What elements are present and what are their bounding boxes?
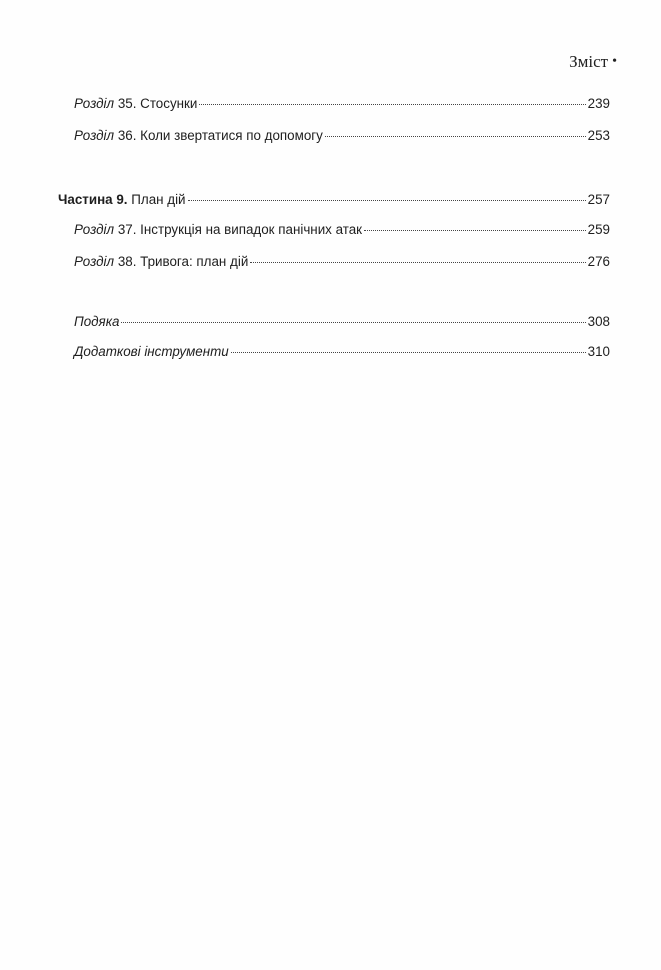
dot-leader (250, 262, 585, 263)
toc-entry-number: 37. (114, 222, 137, 237)
toc-entry-prefix: Додаткові інструменти (74, 344, 229, 359)
toc-entry-prefix: Подяка (74, 314, 120, 329)
running-head (569, 52, 617, 72)
toc-entry-acknowledgements[interactable] (58, 314, 610, 336)
toc-entry-title: Інструкція на випадок панічних атак (136, 222, 363, 237)
running-head-title: Зміст (569, 52, 609, 71)
toc-entry-title: Тривога: план дій (136, 254, 249, 269)
toc-entry-chapter-35[interactable] (58, 96, 610, 118)
dot-leader (325, 136, 586, 137)
toc-entry-number: 35. (114, 96, 137, 111)
toc-entry-label (58, 96, 197, 111)
toc-entry-number: 36. (114, 128, 137, 143)
toc-entry-page: 253 (587, 128, 610, 143)
dot-leader (199, 104, 585, 105)
toc-entry-page: 257 (587, 192, 610, 207)
toc-entry-prefix: Розділ (74, 254, 115, 269)
dot-leader (188, 200, 586, 201)
toc-entry-chapter-37[interactable] (58, 222, 610, 244)
dot-leader (121, 322, 585, 323)
toc-entry-label (58, 192, 186, 207)
toc-entry-label (58, 128, 323, 143)
dot-leader (364, 230, 586, 231)
toc-entry-page: 308 (587, 314, 610, 329)
toc-entry-prefix: Розділ (74, 222, 115, 237)
toc-entry-page: 276 (587, 254, 610, 269)
toc-entry-page: 310 (587, 344, 610, 359)
toc-entry-page: 239 (587, 96, 610, 111)
toc-entry-number: 38. (114, 254, 137, 269)
toc-entry-label (58, 314, 119, 329)
toc-entry-title: План дій (127, 192, 186, 207)
toc-entry-title: Стосунки (136, 96, 198, 111)
toc-entry-label (58, 254, 248, 269)
toc-entry-chapter-36[interactable] (58, 128, 610, 150)
toc-entry-prefix: Розділ (74, 128, 115, 143)
toc-entry-title: Коли звертатися по допомогу (136, 128, 323, 143)
toc-entry-part-9[interactable] (58, 192, 610, 214)
toc-entry-prefix: Розділ (74, 96, 115, 111)
toc-entry-additional-tools[interactable] (58, 344, 610, 366)
toc-entry-prefix: Частина 9. (58, 192, 128, 207)
dot-leader (231, 352, 586, 353)
toc-entry-chapter-38[interactable] (58, 254, 610, 276)
toc-entry-label (58, 344, 229, 359)
running-head-bullet: • (612, 54, 617, 69)
toc-entry-label (58, 222, 362, 237)
toc-entry-page: 259 (587, 222, 610, 237)
